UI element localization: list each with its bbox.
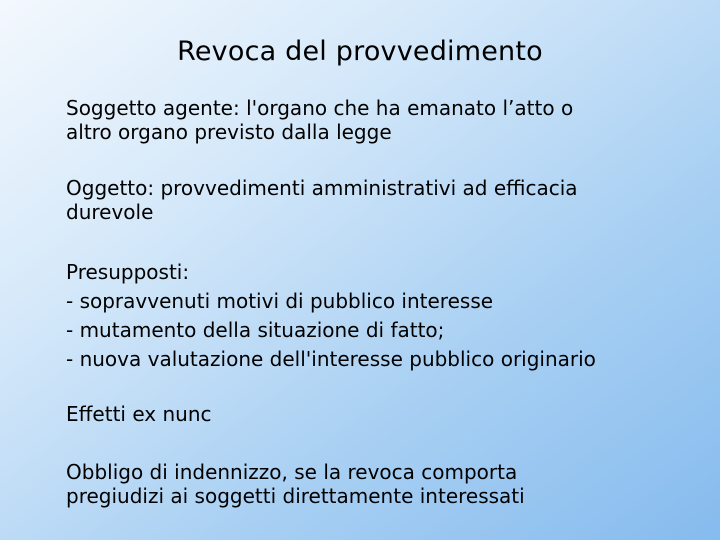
obbligo-paragraph — [66, 460, 706, 508]
obbligo-line-1: Obbligo di indennizzo, se la revoca comporta — [66, 460, 518, 484]
slide-title: Revoca del provvedimento — [177, 36, 543, 67]
presupposti-item: - mutamento della situazione di fatto; — [66, 318, 445, 342]
presupposti-paragraph — [66, 258, 706, 374]
oggetto-line-1: Oggetto: provvedimenti amministrativi ad efficacia — [66, 176, 578, 200]
slide-body — [66, 96, 706, 540]
oggetto-paragraph — [66, 176, 706, 224]
presupposti-heading: Presupposti: — [66, 260, 190, 284]
oggetto-line-2: durevole — [66, 200, 154, 224]
soggetto-line-2: altro organo previsto dalla legge — [66, 120, 392, 144]
presupposti-item: - sopravvenuti motivi di pubblico interesse — [66, 289, 494, 313]
obbligo-line-2: pregiudizi ai soggetti direttamente interessati — [66, 484, 525, 508]
soggetto-paragraph — [66, 96, 706, 144]
effetti-paragraph — [66, 402, 706, 426]
presupposti-item: - nuova valutazione dell'interesse pubblico originario — [66, 347, 596, 371]
soggetto-line-1: Soggetto agente: l'organo che ha emanato l’atto o — [66, 96, 574, 120]
effetti-line: Effetti ex nunc — [66, 402, 212, 426]
